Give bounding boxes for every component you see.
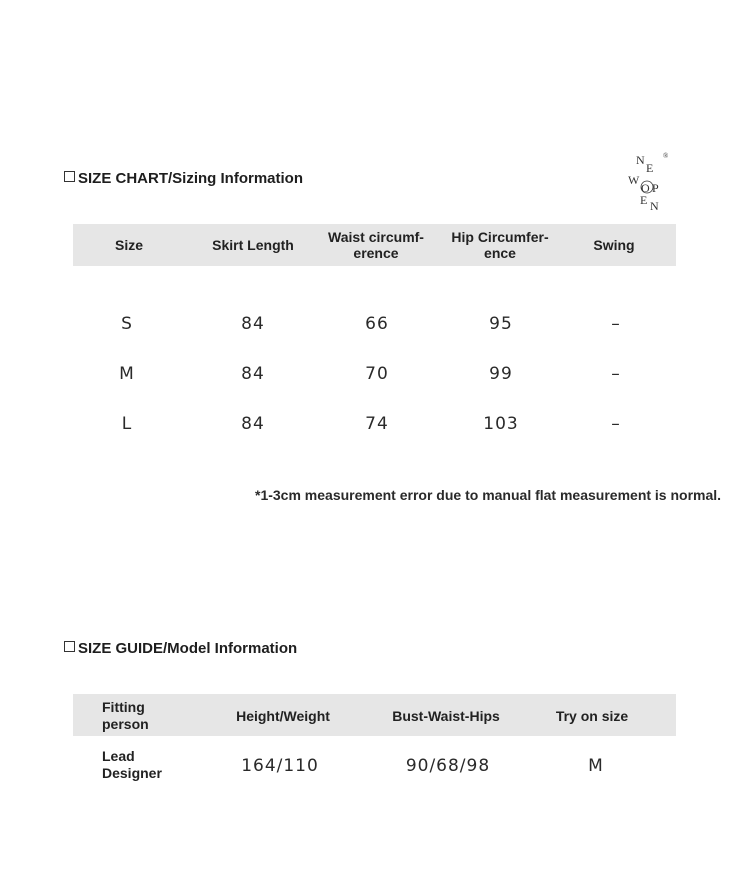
cell-waist: 66	[365, 314, 389, 334]
size-guide-heading	[64, 640, 297, 657]
cell-waist: 70	[365, 364, 389, 384]
col-bust-waist-hips: Bust-Waist-Hips	[392, 708, 500, 724]
cell-swing: –	[611, 314, 621, 334]
cell-swing: –	[611, 364, 621, 384]
measurement-note: *1-3cm measurement error due to manual flat measurement is normal.	[255, 487, 722, 503]
logo-letter-n: N	[636, 153, 645, 167]
checkbox-square-icon	[64, 171, 75, 182]
logo-letter-w: W	[628, 173, 640, 187]
col-waist: Waist circumf- erence	[328, 229, 424, 261]
cell-try-on-size: M	[588, 756, 604, 776]
cell-skirt-length: 84	[241, 414, 265, 434]
cell-hip: 103	[483, 414, 519, 434]
brand-logo	[622, 150, 676, 214]
cell-size: M	[119, 364, 135, 384]
size-guide-heading-text: SIZE GUIDE/Model Information	[78, 640, 298, 657]
col-fitting-person: Fitting person	[102, 699, 149, 732]
cell-size: S	[121, 314, 133, 334]
size-chart-heading-text: SIZE CHART/Sizing Information	[78, 170, 303, 187]
logo-letter-e2: E	[640, 193, 648, 207]
cell-bust-waist-hips: 90/68/98	[405, 756, 491, 776]
col-skirt-length: Skirt Length	[212, 237, 294, 253]
cell-skirt-length: 84	[241, 364, 265, 384]
cell-height-weight: 164/110	[241, 756, 319, 776]
logo-letter-o: O	[641, 181, 650, 195]
logo-registered-mark: ®	[663, 152, 669, 160]
cell-size: L	[121, 414, 133, 434]
cell-hip: 99	[489, 364, 513, 384]
cell-skirt-length: 84	[241, 314, 265, 334]
logo-letter-e: E	[646, 161, 654, 175]
size-chart-heading	[64, 170, 303, 187]
col-size: Size	[114, 237, 144, 253]
cell-swing: –	[611, 414, 621, 434]
col-hip: Hip Circumfer- ence	[451, 229, 549, 261]
col-swing: Swing	[593, 237, 635, 253]
cell-waist: 74	[365, 414, 389, 434]
col-try-on-size: Try on size	[555, 708, 629, 724]
cell-hip: 95	[489, 314, 513, 334]
col-height-weight: Height/Weight	[236, 708, 330, 724]
cell-fitting-person: Lead Designer	[102, 748, 162, 781]
logo-letter-p: P	[652, 181, 659, 195]
checkbox-square-icon	[64, 641, 75, 652]
logo-letter-n2: N	[650, 199, 659, 213]
